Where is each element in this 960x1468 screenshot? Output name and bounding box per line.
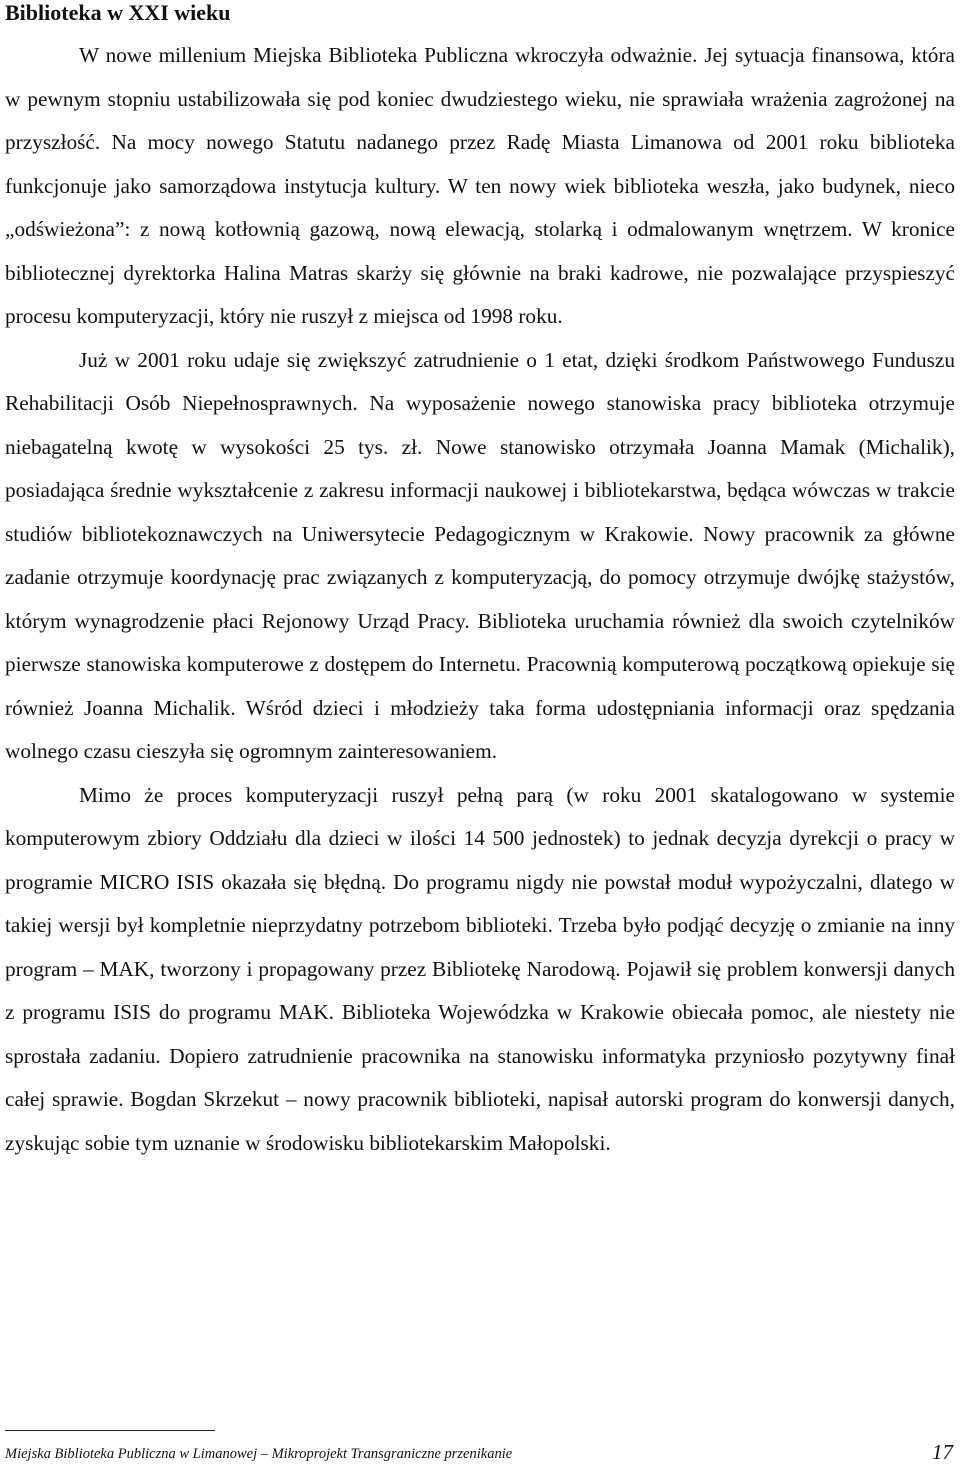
body-text [5,34,955,1165]
section-heading: Biblioteka w XXI wieku [5,0,231,25]
footer-text: Miejska Biblioteka Publiczna w Limanowej – Mikroprojekt Transgraniczne przenikanie [5,1446,513,1462]
page-number: 17 [932,1440,953,1464]
paragraph-1: W nowe millenium Miejska Biblioteka Publiczna wkroczyła odważnie. Jej sytuacja finansowa, która w pewnym stopniu ustabilizowała się pod koniec dwudziestego wieku, nie sprawiała wrażenia zagrożonej na przyszłość. Na mocy nowego Statutu nadanego przez Radę Miasta Limanowa od 2001 roku biblioteka funkcjonuje jako samorządowa instytucja kultury. W ten nowy wiek biblioteka weszła, jako budynek, nieco „odświeżona”: z nową kotłownią gazową, nową elewacją, stolarką i odmalowanym wnętrzem. W kronice bibliotecznej dyrektorka Halina Matras skarży się głównie na braki kadrowe, nie pozwalające przyspieszyć procesu komputeryzacji, który nie ruszył z miejsca od 1998 roku. [5,43,955,328]
paragraph-3: Mimo że proces komputeryzacji ruszył pełną parą (w roku 2001 skatalogowano w systemie komputerowym zbiory Oddziału dla dzieci w ilości 14 500 jednostek) to jednak decyzja dyrekcji o pracy w programie MICRO ISIS okazała się błędną. Do programu nigdy nie powstał moduł wypożyczalni, dlatego w takiej wersji był kompletnie nieprzydatny potrzebom biblioteki. Trzeba było podjąć decyzję o zmianie na inny program – MAK, tworzony i propagowany przez Bibliotekę Narodową. Pojawił się problem konwersji danych z programu ISIS do programu MAK. Biblioteka Wojewódzka w Krakowie obiecała pomoc, ale niestety nie sprostała zadaniu. Dopiero zatrudnienie pracownika na stanowisku informatyka przyniosło pozytywny finał całej sprawie. Bogdan Skrzekut – nowy pracownik biblioteki, napisał autorski program do konwersji danych, zyskując sobie tym uznanie w środowisku bibliotekarskim Małopolski. [5,782,955,1155]
page-footer [5,1440,955,1466]
paragraph-2: Już w 2001 roku udaje się zwiększyć zatrudnienie o 1 etat, dzięki środkom Państwowego Funduszu Rehabilitacji Osób Niepełnosprawnych. Na wyposażenie nowego stanowiska pracy biblioteka otrzymuje niebagatelną kwotę w wysokości 25 tys. zł. Nowe stanowisko otrzymała Joanna Mamak (Michalik), posiadająca średnie wykształcenie z zakresu informacji naukowej i bibliotekarstwa, będąca wówczas w trakcie studiów bibliotekoznawczych na Uniwersytecie Pedagogicznym w Krakowie. Nowy pracownik za główne zadanie otrzymuje koordynację prac związanych z komputeryzacją, do pomocy otrzymuje dwójkę stażystów, którym wynagrodzenie płaci Rejonowy Urząd Pracy. Biblioteka uruchamia również dla swoich czytelników pierwsze stanowiska komputerowe z dostępem do Internetu. Pracownią komputerową początkową opiekuje się również Joanna Michalik. Wśród dzieci i młodzieży taka forma udostępniania informacji oraz spędzania wolnego czasu cieszyła się ogromnym zainteresowaniem. [5,347,955,763]
footer-divider [5,1430,215,1431]
